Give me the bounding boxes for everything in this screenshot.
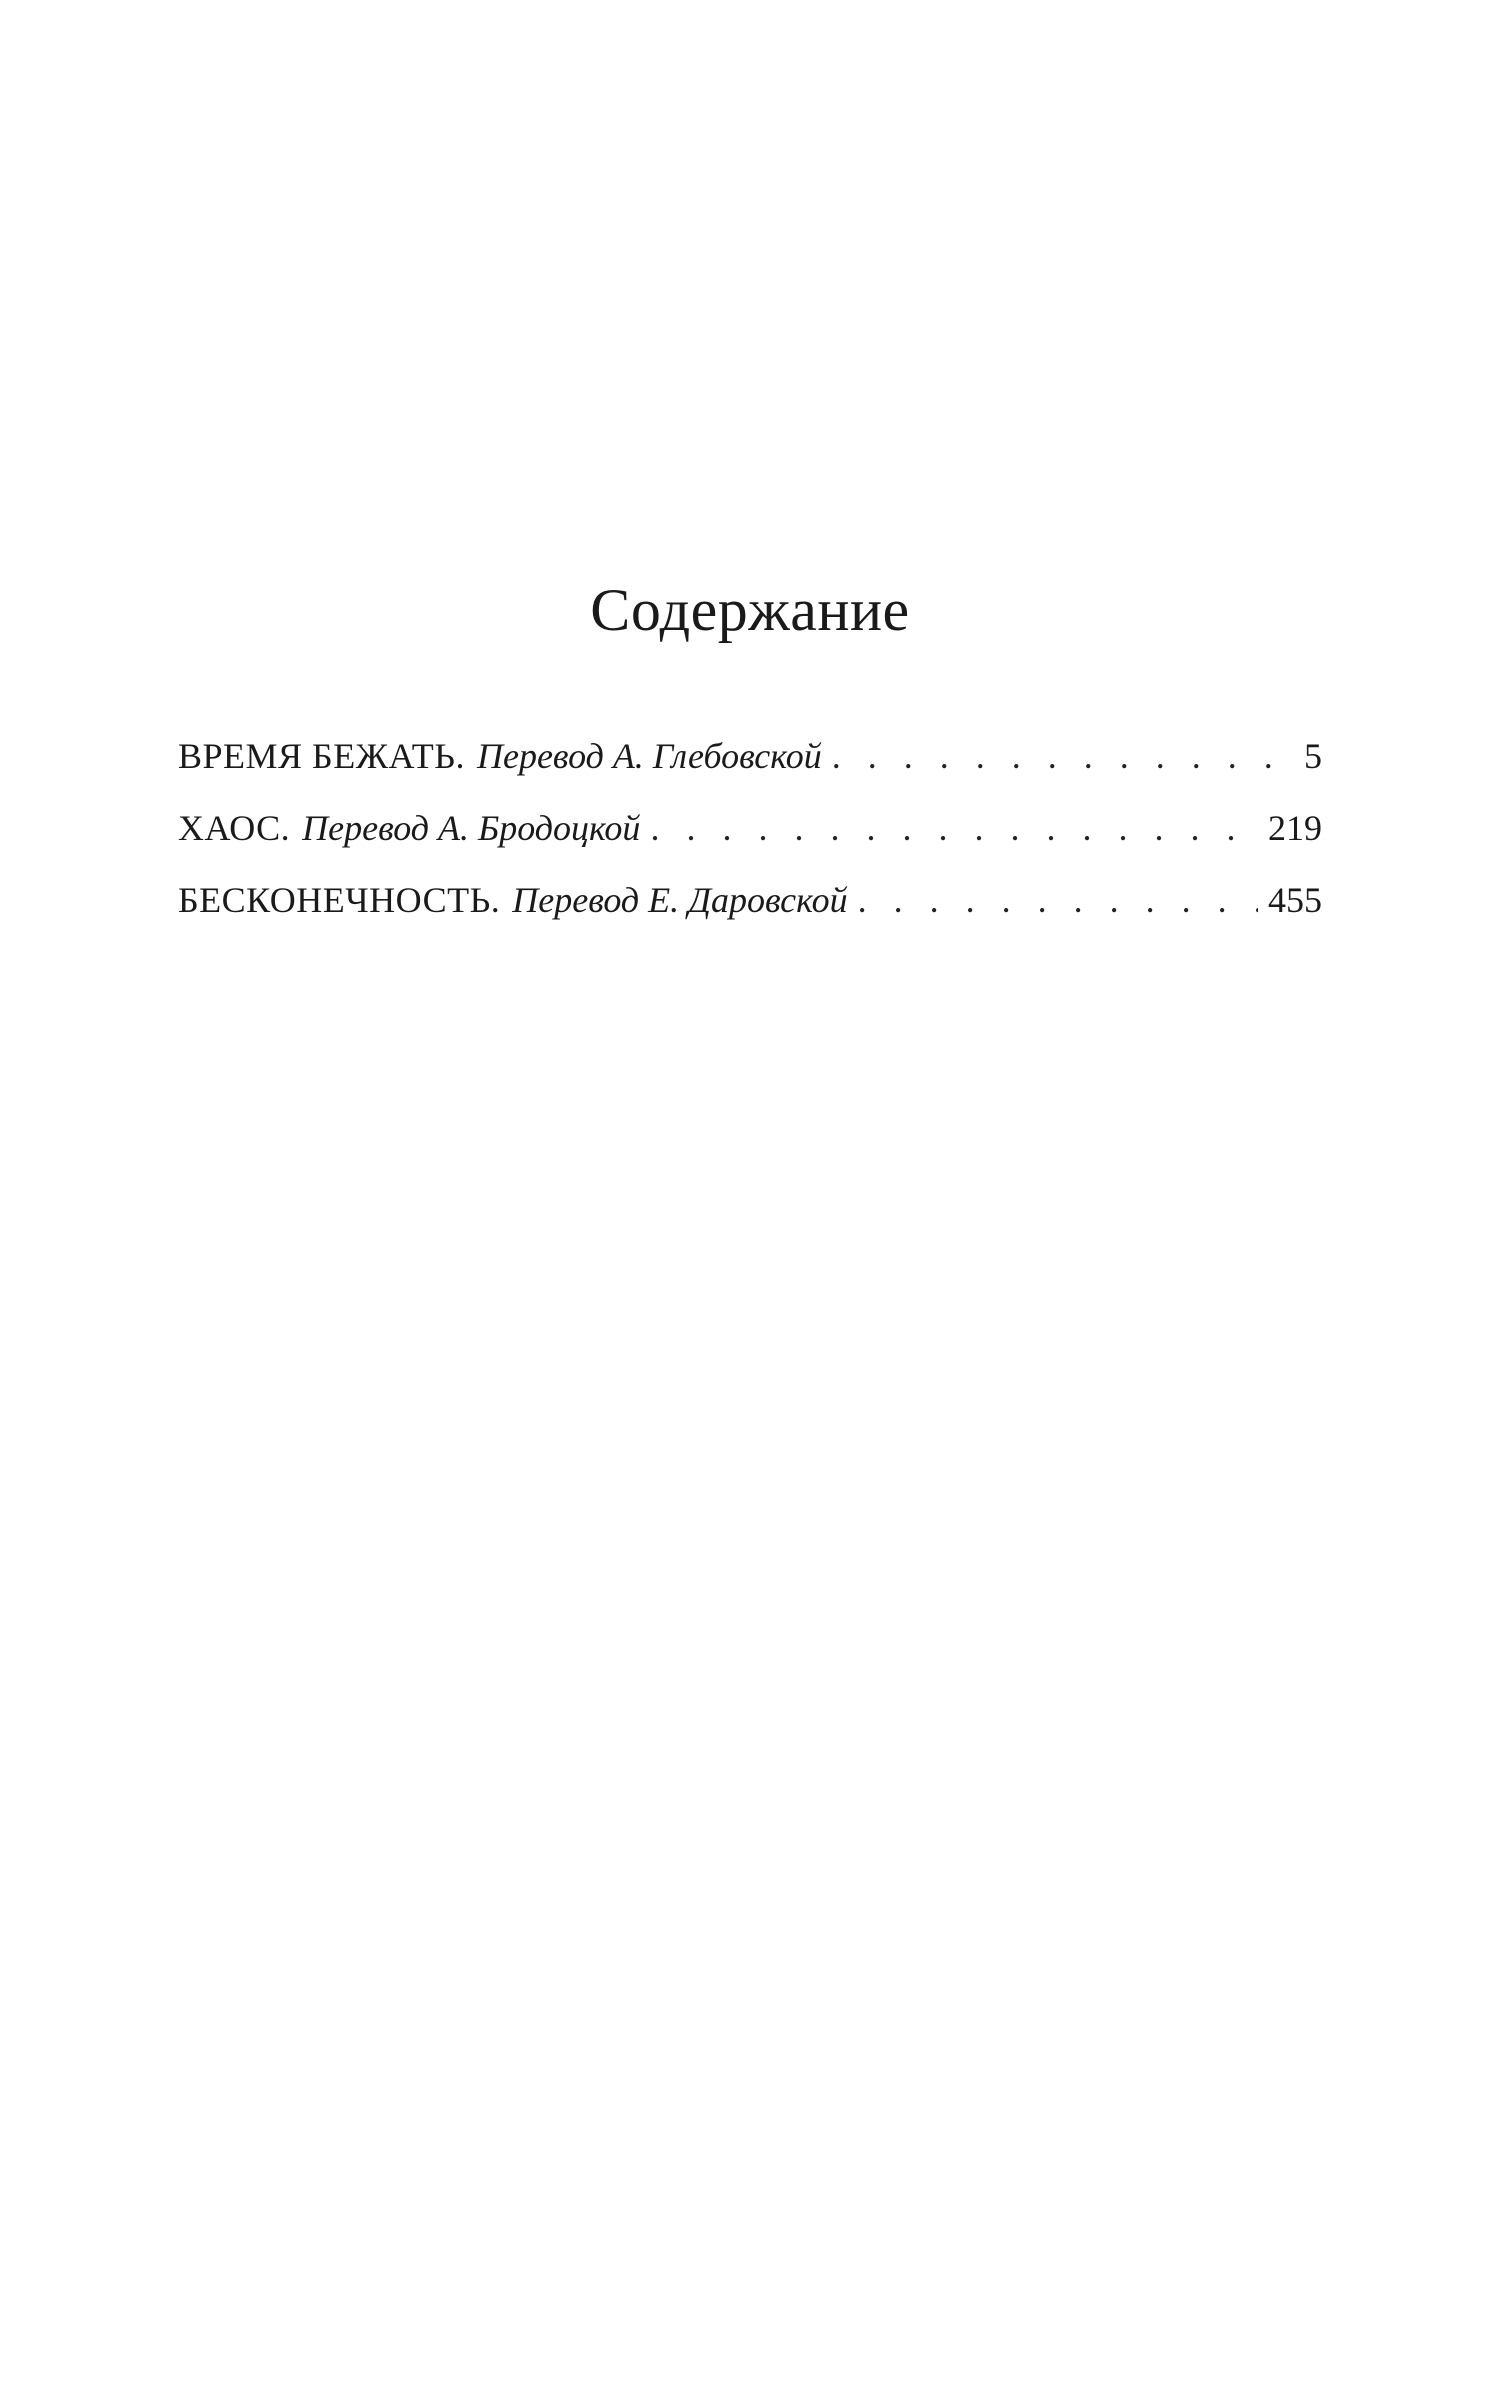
toc-entry-translator: Перевод А. Глебовской [476,736,822,776]
toc-entry-translator: Перевод Е. Даровской [512,880,848,920]
dot-leader [832,720,1292,792]
toc-entry [178,720,1322,792]
toc-entry [178,792,1322,864]
toc-entry-translator: Перевод А. Бродоцкой [302,808,641,848]
toc-entry-title: ХАОС. [178,808,291,848]
dot-leader [858,864,1258,936]
toc-entry-title: ВРЕМЯ БЕЖАТЬ. [178,736,465,776]
dot-leader [650,792,1258,864]
toc-entry [178,864,1322,936]
toc-entry-page-number: 455 [1268,880,1322,920]
toc-entry-title: БЕСКОНЕЧНОСТЬ. [178,880,501,920]
toc-entry-page-number: 5 [1304,736,1322,776]
toc-list [178,720,1322,936]
toc-entry-page-number: 219 [1268,808,1322,848]
toc-heading: Содержание [590,577,910,643]
